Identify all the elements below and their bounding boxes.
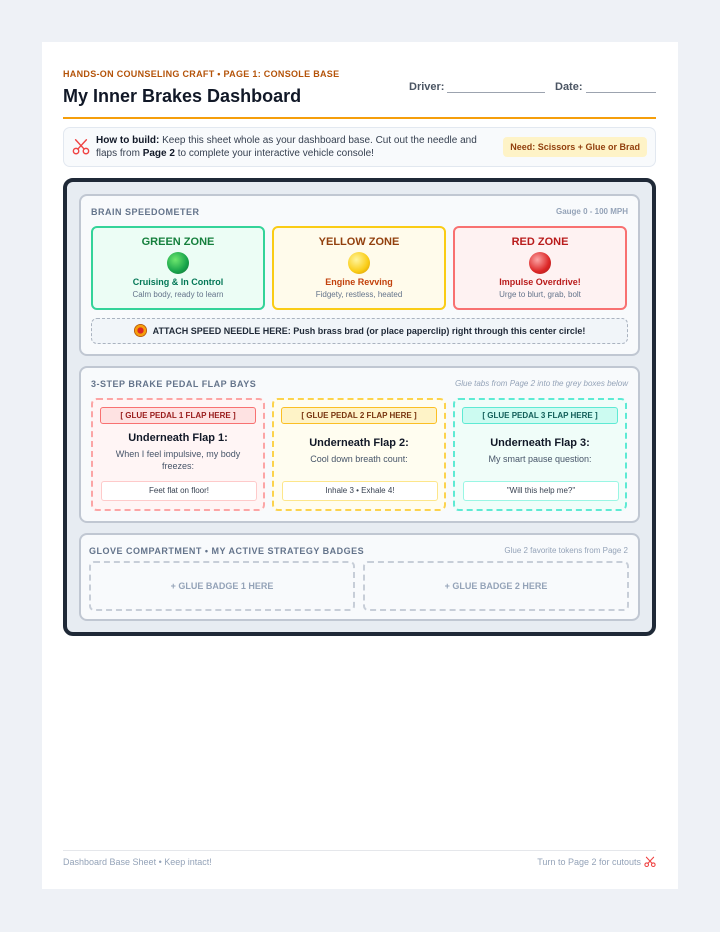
yellow-zone-subtitle: Engine Revving bbox=[325, 277, 393, 287]
page-2-reference: Page 2 bbox=[142, 148, 175, 159]
center-circle-icon bbox=[134, 324, 147, 337]
page-footer bbox=[63, 850, 656, 867]
date-label: Date: bbox=[555, 81, 583, 93]
red-light-icon bbox=[529, 252, 551, 274]
flap-3-answer: "Will this help me?" bbox=[463, 481, 619, 501]
flap-3-title: Underneath Flap 3: bbox=[490, 437, 590, 449]
brain-speedometer-panel bbox=[79, 194, 640, 356]
flap-bays-heading: 3-STEP BRAKE PEDAL FLAP BAYS bbox=[91, 379, 257, 389]
green-zone-title: GREEN ZONE bbox=[141, 236, 215, 248]
flap-1-title: Underneath Flap 1: bbox=[128, 432, 228, 444]
footer-left-text: Dashboard Base Sheet • Keep intact! bbox=[63, 857, 212, 867]
brake-pedal-flap-panel bbox=[79, 366, 640, 523]
flap-bay-2[interactable] bbox=[272, 398, 446, 511]
how-to-build-text-2: to complete your interactive vehicle console! bbox=[174, 148, 374, 159]
green-zone-card bbox=[91, 226, 265, 310]
glove-compartment-heading: GLOVE COMPARTMENT • MY ACTIVE STRATEGY BADGES bbox=[89, 546, 365, 556]
red-zone-subtitle: Impulse Overdrive! bbox=[499, 277, 581, 287]
worksheet-page bbox=[42, 42, 678, 889]
green-zone-subtitle: Cruising & In Control bbox=[132, 277, 224, 287]
glue-pedal-3-tab: [ GLUE PEDAL 3 FLAP HERE ] bbox=[462, 407, 618, 424]
green-zone-description: Calm body, ready to learn bbox=[132, 290, 224, 299]
flap-bay-3[interactable] bbox=[453, 398, 627, 511]
date-field[interactable] bbox=[555, 79, 656, 93]
red-zone-title: RED ZONE bbox=[511, 236, 569, 248]
yellow-zone-card bbox=[272, 226, 446, 310]
glove-compartment-note: Glue 2 favorite tokens from Page 2 bbox=[504, 546, 628, 555]
speedometer-heading: BRAIN SPEEDOMETER bbox=[91, 207, 200, 217]
date-blank-line[interactable] bbox=[586, 79, 656, 93]
flap-2-title: Underneath Flap 2: bbox=[309, 437, 409, 449]
driver-field[interactable] bbox=[409, 79, 545, 93]
attach-needle-text: ATTACH SPEED NEEDLE HERE: Push brass brad (or place paperclip) right through this center circle! bbox=[152, 326, 586, 336]
glue-badge-2-slot[interactable]: + GLUE BADGE 2 HERE bbox=[363, 561, 629, 611]
dashboard-console bbox=[63, 178, 656, 636]
flap-2-answer: Inhale 3 • Exhale 4! bbox=[282, 481, 438, 501]
supplies-badge: Need: Scissors + Glue or Brad bbox=[503, 137, 647, 157]
flap-2-question: Cool down breath count: bbox=[310, 454, 408, 464]
glue-badge-1-slot[interactable]: + GLUE BADGE 1 HERE bbox=[89, 561, 355, 611]
header-kicker: HANDS-ON COUNSELING CRAFT • PAGE 1: CONSOLE BASE bbox=[63, 69, 340, 79]
flap-1-answer: Feet flat on floor! bbox=[101, 481, 257, 501]
worksheet-header bbox=[63, 69, 656, 119]
speed-needle-attach-point[interactable] bbox=[91, 318, 628, 344]
how-to-build-text bbox=[96, 134, 496, 160]
flap-bay-1[interactable] bbox=[91, 398, 265, 511]
flap-bays-note: Glue tabs from Page 2 into the grey boxes below bbox=[455, 379, 628, 388]
how-to-build-text-1: Keep this sheet whole as your dashboard base. Cut out the needle and flaps from bbox=[96, 135, 477, 159]
glue-pedal-1-tab: [ GLUE PEDAL 1 FLAP HERE ] bbox=[100, 407, 256, 424]
gauge-range: Gauge 0 - 100 MPH bbox=[555, 207, 628, 216]
red-zone-card bbox=[453, 226, 627, 310]
scissors-icon bbox=[644, 856, 656, 868]
scissors-icon bbox=[72, 138, 90, 156]
flap-3-question: My smart pause question: bbox=[488, 454, 592, 464]
flap-1-question: When I feel impulsive, my body freezes: bbox=[115, 449, 241, 471]
yellow-zone-description: Fidgety, restless, heated bbox=[315, 290, 403, 299]
red-zone-description: Urge to blurt, grab, bolt bbox=[499, 290, 581, 299]
how-to-build-lead: How to build: bbox=[96, 135, 160, 146]
driver-blank-line[interactable] bbox=[447, 79, 545, 93]
page-title: My Inner Brakes Dashboard bbox=[63, 86, 302, 106]
green-light-icon bbox=[167, 252, 189, 274]
driver-label: Driver: bbox=[409, 81, 445, 93]
glove-compartment-panel bbox=[79, 533, 640, 621]
glue-pedal-2-tab: [ GLUE PEDAL 2 FLAP HERE ] bbox=[281, 407, 437, 424]
yellow-zone-title: YELLOW ZONE bbox=[318, 236, 400, 248]
how-to-build-banner bbox=[63, 127, 656, 167]
footer-right-text: Turn to Page 2 for cutouts bbox=[537, 857, 641, 867]
footer-right bbox=[537, 856, 656, 868]
yellow-light-icon bbox=[348, 252, 370, 274]
